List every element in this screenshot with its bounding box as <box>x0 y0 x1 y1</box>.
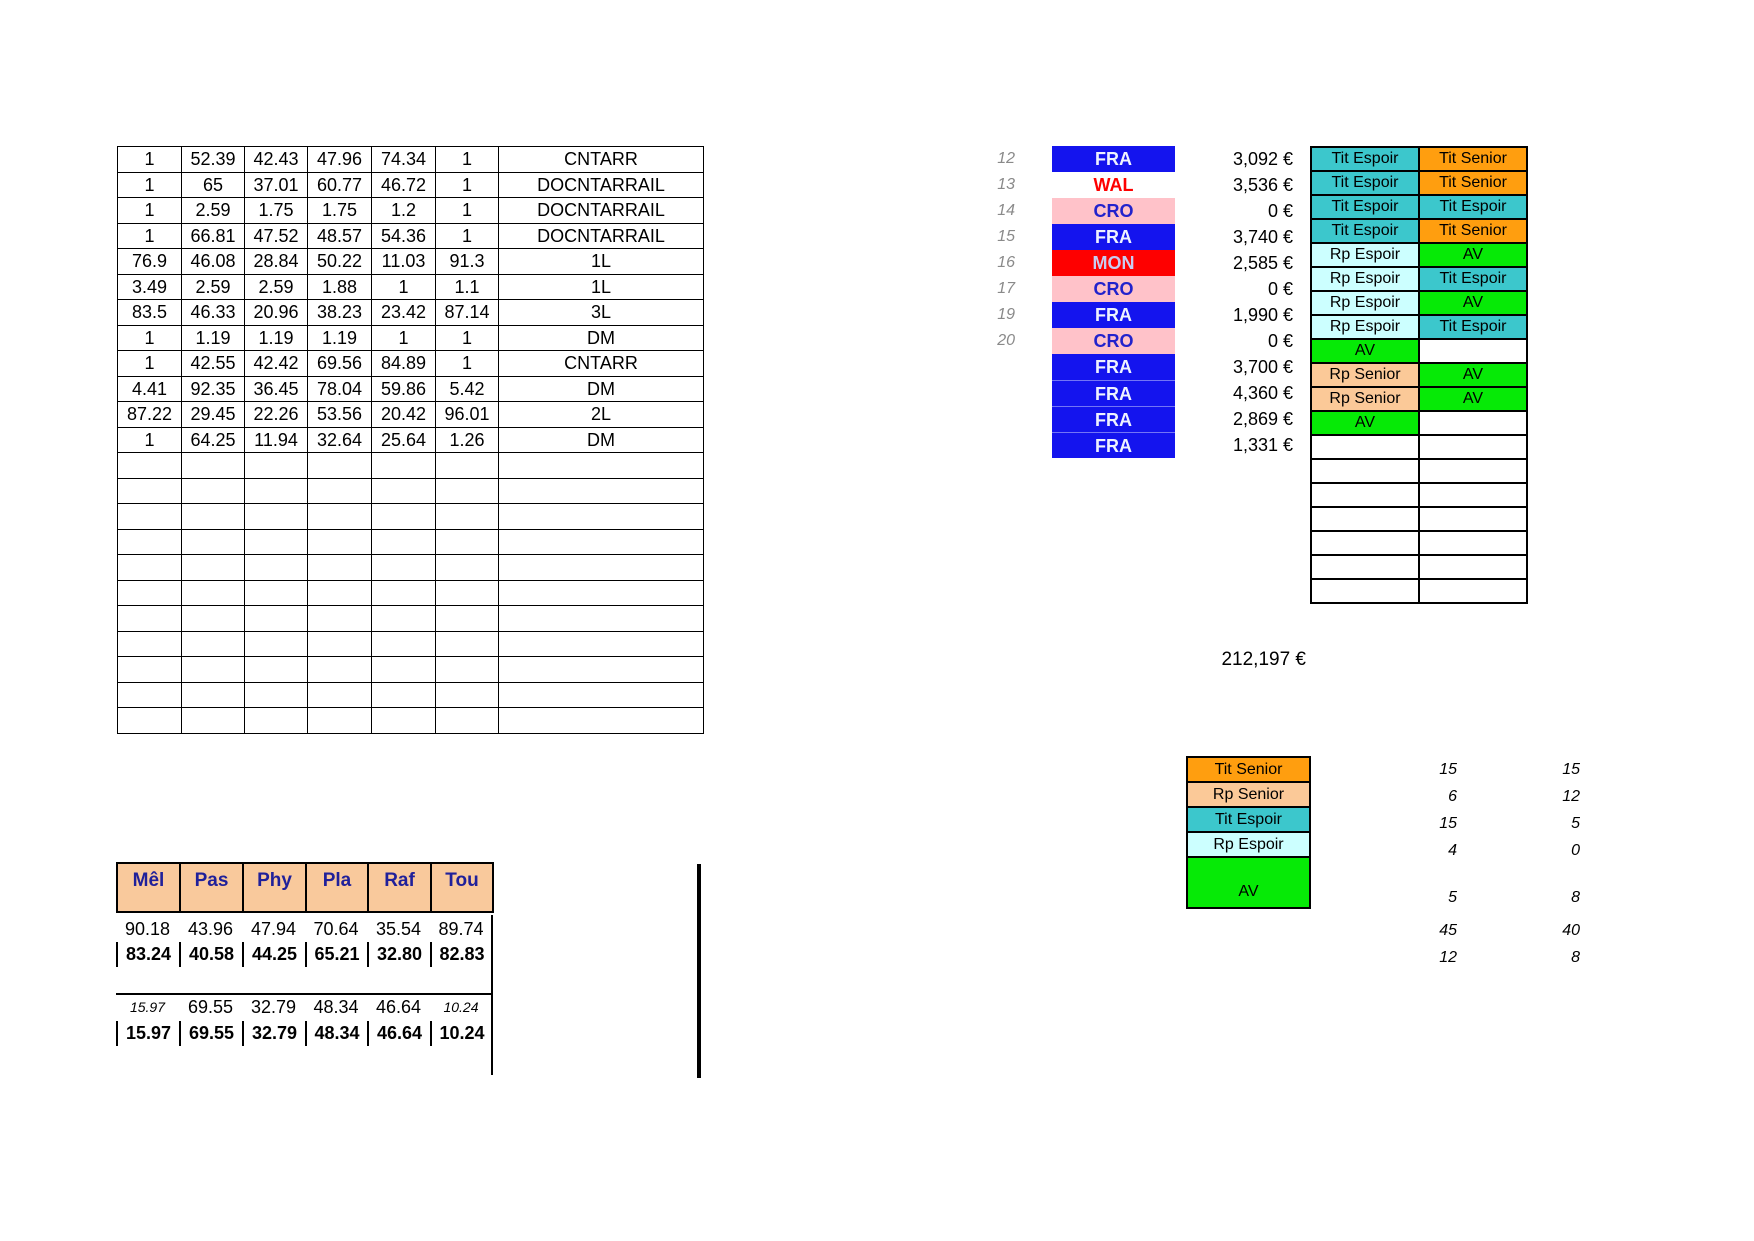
stats-cell-empty[interactable] <box>308 606 372 632</box>
stats-cell-empty[interactable] <box>118 555 182 581</box>
amount-cell[interactable]: 3,092 € <box>1232 149 1293 169</box>
legend-count[interactable]: 6 <box>1448 788 1457 805</box>
stats-cell-empty[interactable] <box>372 580 436 606</box>
skills-value-cell[interactable]: 40.58 <box>179 942 242 967</box>
stats-cell[interactable]: 4.41 <box>118 376 182 402</box>
status-cell[interactable]: Rp Espoir <box>1311 267 1419 291</box>
skills-value-cell[interactable]: 89.74 <box>438 919 484 939</box>
stats-cell[interactable]: 1 <box>372 325 436 351</box>
stats-cell-empty[interactable] <box>436 555 499 581</box>
row-number: 13 <box>997 176 1015 193</box>
stats-cell-empty[interactable] <box>182 657 245 683</box>
status-cell[interactable]: Tit Senior <box>1419 147 1527 171</box>
country-cell[interactable]: FRA <box>1052 354 1175 380</box>
stats-cell[interactable]: 83.5 <box>118 300 182 326</box>
stats-cell[interactable]: 1 <box>436 223 499 249</box>
legend-count-column-2 <box>1460 756 1580 971</box>
status-cell[interactable]: Rp Espoir <box>1311 243 1419 267</box>
skills-bold-row-2 <box>116 1021 492 1046</box>
amount-cell[interactable]: 2,869 € <box>1232 409 1293 429</box>
stats-cell-empty[interactable] <box>245 555 308 581</box>
stats-cell-empty[interactable] <box>499 631 704 657</box>
stats-cell-empty[interactable] <box>308 529 372 555</box>
row-number <box>925 354 1015 380</box>
stats-cell[interactable]: 2.59 <box>245 274 308 300</box>
stats-cell-empty[interactable] <box>308 657 372 683</box>
status-cell[interactable]: Tit Espoir <box>1311 195 1419 219</box>
status-cell[interactable]: Tit Espoir <box>1311 171 1419 195</box>
status-cell[interactable]: Tit Espoir <box>1419 195 1527 219</box>
skills-value-cell[interactable]: 46.64 <box>367 1021 430 1046</box>
stats-cell-empty[interactable] <box>436 682 499 708</box>
skills-value-cell[interactable]: 15.97 <box>129 999 166 1015</box>
stats-cell-empty[interactable] <box>308 478 372 504</box>
stats-cell-empty[interactable] <box>372 453 436 479</box>
status-cell[interactable]: Rp Espoir <box>1311 291 1419 315</box>
stats-cell[interactable]: 20.96 <box>245 300 308 326</box>
legend-count[interactable]: 4 <box>1448 842 1457 859</box>
stats-cell[interactable]: 52.39 <box>182 147 245 173</box>
stats-cell-empty[interactable] <box>118 453 182 479</box>
stats-cell-empty[interactable] <box>372 682 436 708</box>
status-cell-empty[interactable] <box>1419 555 1527 579</box>
status-cell[interactable]: AV <box>1419 363 1527 387</box>
stats-cell[interactable]: 47.52 <box>245 223 308 249</box>
stats-cell-empty[interactable] <box>372 708 436 734</box>
stats-cell[interactable]: 42.42 <box>245 351 308 377</box>
stats-cell[interactable]: 22.26 <box>245 402 308 428</box>
stats-cell[interactable]: 1 <box>118 198 182 224</box>
stats-table <box>117 146 704 734</box>
stats-cell-empty[interactable] <box>499 453 704 479</box>
stats-cell-empty[interactable] <box>499 580 704 606</box>
stats-cell[interactable]: 78.04 <box>308 376 372 402</box>
skills-header-cell[interactable]: Phy <box>243 863 306 912</box>
legend-count[interactable]: 40 <box>1562 922 1580 939</box>
skills-value-cell[interactable]: 43.96 <box>187 919 234 939</box>
stats-cell[interactable]: 23.42 <box>372 300 436 326</box>
stats-cell[interactable]: 84.89 <box>372 351 436 377</box>
stats-cell[interactable]: 2L <box>499 402 704 428</box>
skills-value-cell[interactable]: 10.24 <box>430 1021 492 1046</box>
status-cell-empty[interactable] <box>1311 459 1419 483</box>
skills-value-cell[interactable]: 69.55 <box>179 1021 242 1046</box>
amount-column <box>1143 146 1293 458</box>
legend-count[interactable]: 45 <box>1439 922 1457 939</box>
stats-cell[interactable]: 29.45 <box>182 402 245 428</box>
stats-cell[interactable]: 76.9 <box>118 249 182 275</box>
stats-cell[interactable]: 66.81 <box>182 223 245 249</box>
amount-cell[interactable]: 3,700 € <box>1232 357 1293 377</box>
skills-value-cell[interactable]: 35.54 <box>375 919 422 939</box>
stats-cell-empty[interactable] <box>372 631 436 657</box>
status-cell[interactable]: Tit Espoir <box>1311 147 1419 171</box>
status-cell[interactable]: AV <box>1419 291 1527 315</box>
amount-cell[interactable]: 3,740 € <box>1232 227 1293 247</box>
stats-cell[interactable]: 59.86 <box>372 376 436 402</box>
row-number: 17 <box>997 280 1015 297</box>
stats-cell[interactable]: 46.33 <box>182 300 245 326</box>
amount-cell[interactable]: 2,585 € <box>1232 253 1293 273</box>
row-number: 20 <box>997 332 1015 349</box>
stats-cell-empty[interactable] <box>372 478 436 504</box>
skills-header-cell[interactable]: Tou <box>431 863 493 912</box>
legend-count[interactable]: 5 <box>1571 815 1580 832</box>
status-cell[interactable]: Rp Senior <box>1311 387 1419 411</box>
stats-cell-empty[interactable] <box>245 453 308 479</box>
row-number: 19 <box>997 306 1015 323</box>
stats-cell[interactable]: 1.19 <box>308 325 372 351</box>
skills-header-cell[interactable]: Raf <box>368 863 431 912</box>
skills-value-cell[interactable]: 69.55 <box>187 997 234 1017</box>
stats-cell[interactable]: 37.01 <box>245 172 308 198</box>
stats-cell-empty[interactable] <box>436 453 499 479</box>
status-cell-empty[interactable] <box>1311 555 1419 579</box>
skills-value-cell[interactable]: 48.34 <box>305 1021 367 1046</box>
legend-count[interactable]: 0 <box>1571 842 1580 859</box>
stats-cell[interactable]: 53.56 <box>308 402 372 428</box>
stats-cell-empty[interactable] <box>308 555 372 581</box>
stats-cell[interactable]: 36.45 <box>245 376 308 402</box>
stats-cell[interactable]: 74.34 <box>372 147 436 173</box>
stats-cell-empty[interactable] <box>499 606 704 632</box>
row-number: 12 <box>997 150 1015 167</box>
stats-cell-empty[interactable] <box>182 682 245 708</box>
status-cell-empty[interactable] <box>1419 507 1527 531</box>
stats-cell-empty[interactable] <box>308 453 372 479</box>
stats-cell[interactable]: 1 <box>118 172 182 198</box>
skills-value-cell[interactable]: 10.24 <box>443 999 479 1015</box>
stats-cell[interactable]: 1.19 <box>245 325 308 351</box>
status-cell-empty[interactable] <box>1311 507 1419 531</box>
legend-count[interactable]: 8 <box>1571 889 1580 906</box>
legend-count[interactable]: 5 <box>1448 889 1457 906</box>
status-cell[interactable]: Tit Espoir <box>1419 267 1527 291</box>
country-cell[interactable]: FRA <box>1052 302 1175 328</box>
skills-header-cell[interactable]: Mêl <box>117 863 180 912</box>
legend-label[interactable]: Tit Espoir <box>1187 807 1310 832</box>
skills-value-cell[interactable]: 46.64 <box>375 997 422 1017</box>
stats-cell[interactable]: 1L <box>499 274 704 300</box>
stats-cell-empty[interactable] <box>436 478 499 504</box>
status-cell[interactable]: AV <box>1419 243 1527 267</box>
status-cell[interactable]: Tit Espoir <box>1311 219 1419 243</box>
stats-cell[interactable]: DM <box>499 325 704 351</box>
status-cell[interactable]: Rp Espoir <box>1311 315 1419 339</box>
stats-cell-empty[interactable] <box>245 529 308 555</box>
status-cell-empty[interactable] <box>1419 411 1527 435</box>
row-number <box>925 406 1015 432</box>
country-cell[interactable]: CRO <box>1052 328 1175 354</box>
country-cell[interactable]: FRA <box>1052 406 1175 432</box>
stats-cell[interactable]: 42.55 <box>182 351 245 377</box>
row-number: 14 <box>997 202 1015 219</box>
stats-cell[interactable]: 5.42 <box>436 376 499 402</box>
amount-cell[interactable]: 0 € <box>1267 331 1293 351</box>
stats-cell-empty[interactable] <box>436 529 499 555</box>
legend-count[interactable]: 8 <box>1571 949 1580 966</box>
row-number: 16 <box>997 254 1015 271</box>
stats-cell-empty[interactable] <box>499 529 704 555</box>
stats-cell-empty[interactable] <box>308 708 372 734</box>
stats-cell[interactable]: 60.77 <box>308 172 372 198</box>
stats-cell-empty[interactable] <box>499 708 704 734</box>
stats-cell-empty[interactable] <box>308 504 372 530</box>
stats-cell[interactable]: 1 <box>436 147 499 173</box>
stats-cell-empty[interactable] <box>372 529 436 555</box>
legend-label[interactable]: Tit Senior <box>1187 757 1310 782</box>
stats-cell-empty[interactable] <box>118 529 182 555</box>
country-cell[interactable]: CRO <box>1052 276 1175 302</box>
stats-cell-empty[interactable] <box>372 504 436 530</box>
stats-cell[interactable]: 64.25 <box>182 427 245 453</box>
status-cell-empty[interactable] <box>1419 579 1527 603</box>
skills-values-row <box>116 917 492 942</box>
amount-cell[interactable]: 1,990 € <box>1232 305 1293 325</box>
row-number <box>925 380 1015 406</box>
status-cell-empty[interactable] <box>1311 435 1419 459</box>
stats-cell-empty[interactable] <box>499 504 704 530</box>
skills-value-cell[interactable]: 15.97 <box>116 1021 179 1046</box>
stats-cell-empty[interactable] <box>436 631 499 657</box>
stats-cell[interactable]: 38.23 <box>308 300 372 326</box>
legend-label[interactable]: Rp Senior <box>1187 782 1310 807</box>
skills-value-cell[interactable]: 47.94 <box>250 919 297 939</box>
stats-cell[interactable]: 1.75 <box>308 198 372 224</box>
stats-cell-empty[interactable] <box>245 606 308 632</box>
legend-count[interactable]: 12 <box>1439 949 1457 966</box>
status-cell[interactable]: Tit Espoir <box>1419 315 1527 339</box>
country-cell[interactable]: FRA <box>1052 146 1175 172</box>
stats-cell-empty[interactable] <box>118 682 182 708</box>
skills-value-cell[interactable]: 44.25 <box>242 942 305 967</box>
skills-value-cell[interactable]: 70.64 <box>313 919 359 939</box>
stats-cell[interactable]: 42.43 <box>245 147 308 173</box>
stats-cell[interactable]: 47.96 <box>308 147 372 173</box>
skills-value-cell[interactable]: 83.24 <box>116 942 179 967</box>
country-cell[interactable]: MON <box>1052 250 1175 276</box>
stats-cell[interactable]: 3.49 <box>118 274 182 300</box>
stats-cell-empty[interactable] <box>245 708 308 734</box>
stats-cell[interactable]: 11.03 <box>372 249 436 275</box>
status-cell[interactable]: Tit Senior <box>1419 171 1527 195</box>
stats-cell[interactable]: 1 <box>118 223 182 249</box>
legend-table <box>1186 756 1311 909</box>
status-cell-empty[interactable] <box>1419 531 1527 555</box>
legend-label[interactable]: AV <box>1187 857 1310 908</box>
stats-cell-empty[interactable] <box>182 580 245 606</box>
stats-cell[interactable]: 1L <box>499 249 704 275</box>
divider-bar <box>697 864 701 1078</box>
country-cell[interactable]: CRO <box>1052 198 1175 224</box>
status-cell[interactable]: AV <box>1311 339 1419 363</box>
stats-cell-empty[interactable] <box>182 504 245 530</box>
country-cell[interactable]: WAL <box>1052 172 1175 198</box>
stats-cell[interactable]: 1 <box>372 274 436 300</box>
stats-cell[interactable]: 2.59 <box>182 198 245 224</box>
stats-cell[interactable]: 69.56 <box>308 351 372 377</box>
stats-cell-empty[interactable] <box>118 478 182 504</box>
stats-cell[interactable]: 1 <box>436 198 499 224</box>
legend-count[interactable]: 15 <box>1562 761 1580 778</box>
row-number: 15 <box>997 228 1015 245</box>
stats-cell[interactable]: DOCNTARRAIL <box>499 172 704 198</box>
stats-cell[interactable]: 3L <box>499 300 704 326</box>
stats-cell-empty[interactable] <box>436 657 499 683</box>
stats-cell[interactable]: 96.01 <box>436 402 499 428</box>
stats-cell-empty[interactable] <box>499 478 704 504</box>
stats-cell-empty[interactable] <box>245 478 308 504</box>
stats-cell-empty[interactable] <box>182 529 245 555</box>
amount-cell[interactable]: 0 € <box>1267 201 1293 221</box>
stats-cell-empty[interactable] <box>245 580 308 606</box>
stats-cell-empty[interactable] <box>372 555 436 581</box>
stats-cell[interactable]: DM <box>499 376 704 402</box>
row-number-column <box>925 146 1015 458</box>
legend-label[interactable]: Rp Espoir <box>1187 832 1310 857</box>
status-cell-empty[interactable] <box>1311 579 1419 603</box>
stats-cell[interactable]: 25.64 <box>372 427 436 453</box>
stats-cell-empty[interactable] <box>245 682 308 708</box>
amount-cell[interactable]: 3,536 € <box>1232 175 1293 195</box>
stats-cell-empty[interactable] <box>118 504 182 530</box>
stats-cell[interactable]: 11.94 <box>245 427 308 453</box>
skills-bold-row-1 <box>116 942 492 967</box>
stats-cell[interactable]: 50.22 <box>308 249 372 275</box>
stats-cell-empty[interactable] <box>436 708 499 734</box>
stats-cell[interactable]: 87.22 <box>118 402 182 428</box>
stats-cell[interactable]: 1 <box>118 325 182 351</box>
stats-cell[interactable]: 54.36 <box>372 223 436 249</box>
status-cell-empty[interactable] <box>1419 483 1527 507</box>
status-cell-empty[interactable] <box>1311 483 1419 507</box>
skills-value-cell[interactable]: 82.83 <box>430 942 492 967</box>
amount-cell[interactable]: 4,360 € <box>1232 383 1293 403</box>
stats-cell[interactable]: 48.57 <box>308 223 372 249</box>
stats-cell-empty[interactable] <box>436 580 499 606</box>
stats-cell-empty[interactable] <box>118 606 182 632</box>
stats-cell-empty[interactable] <box>436 606 499 632</box>
stats-cell-empty[interactable] <box>499 657 704 683</box>
stats-cell[interactable]: DM <box>499 427 704 453</box>
skills-value-cell[interactable]: 32.79 <box>242 1021 305 1046</box>
stats-cell-empty[interactable] <box>499 555 704 581</box>
stats-cell[interactable]: 1 <box>436 325 499 351</box>
stats-cell[interactable]: 65 <box>182 172 245 198</box>
skills-header-cell[interactable]: Pla <box>306 863 368 912</box>
stats-cell-empty[interactable] <box>245 657 308 683</box>
status-cell-empty[interactable] <box>1419 435 1527 459</box>
stats-cell[interactable]: 46.08 <box>182 249 245 275</box>
legend-count[interactable]: 15 <box>1439 815 1457 832</box>
stats-cell[interactable]: 1 <box>118 147 182 173</box>
skills-value-cell[interactable]: 32.80 <box>367 942 430 967</box>
skills-value-cell[interactable]: 90.18 <box>124 919 171 939</box>
skills-value-cell[interactable]: 65.21 <box>305 942 367 967</box>
stats-cell[interactable]: 28.84 <box>245 249 308 275</box>
table-right-border <box>491 915 493 1075</box>
stats-cell-empty[interactable] <box>308 580 372 606</box>
status-cell[interactable]: AV <box>1419 387 1527 411</box>
stats-cell[interactable]: 1 <box>436 351 499 377</box>
stats-cell[interactable]: 1.88 <box>308 274 372 300</box>
legend-count[interactable]: 12 <box>1562 788 1580 805</box>
stats-cell-empty[interactable] <box>436 504 499 530</box>
skills-header-row <box>116 862 494 913</box>
stats-cell-empty[interactable] <box>118 580 182 606</box>
stats-cell-empty[interactable] <box>499 682 704 708</box>
total-amount-cell[interactable]: 212,197 € <box>1221 649 1306 670</box>
stats-cell-empty[interactable] <box>182 478 245 504</box>
country-cell[interactable]: FRA <box>1052 224 1175 250</box>
stats-cell[interactable]: 46.72 <box>372 172 436 198</box>
stats-cell[interactable]: 87.14 <box>436 300 499 326</box>
stats-cell[interactable]: 92.35 <box>182 376 245 402</box>
skills-value-cell[interactable]: 32.79 <box>250 997 297 1017</box>
stats-cell[interactable]: 1 <box>118 351 182 377</box>
stats-cell-empty[interactable] <box>118 708 182 734</box>
status-cell-empty[interactable] <box>1419 459 1527 483</box>
status-cell[interactable]: Rp Senior <box>1311 363 1419 387</box>
stats-cell[interactable]: DOCNTARRAIL <box>499 223 704 249</box>
stats-cell-empty[interactable] <box>182 631 245 657</box>
amount-cell[interactable]: 0 € <box>1267 279 1293 299</box>
stats-cell-empty[interactable] <box>182 708 245 734</box>
stats-cell[interactable]: 1 <box>436 172 499 198</box>
stats-cell[interactable]: DOCNTARRAIL <box>499 198 704 224</box>
stats-cell[interactable]: 2.59 <box>182 274 245 300</box>
skills-small-row <box>116 995 492 1020</box>
country-cell[interactable]: FRA <box>1052 380 1175 406</box>
stats-cell-empty[interactable] <box>118 631 182 657</box>
skills-header-cell[interactable]: Pas <box>180 863 243 912</box>
status-table <box>1310 146 1528 604</box>
stats-cell[interactable]: 1.2 <box>372 198 436 224</box>
status-cell-empty[interactable] <box>1419 339 1527 363</box>
stats-cell-empty[interactable] <box>372 657 436 683</box>
stats-cell[interactable]: 1.1 <box>436 274 499 300</box>
stats-cell[interactable]: 32.64 <box>308 427 372 453</box>
stats-cell-empty[interactable] <box>182 453 245 479</box>
legend-count-column-1 <box>1337 756 1457 971</box>
stats-cell-empty[interactable] <box>182 606 245 632</box>
stats-cell-empty[interactable] <box>245 631 308 657</box>
stats-cell[interactable]: 1 <box>118 427 182 453</box>
stats-cell[interactable]: 1.75 <box>245 198 308 224</box>
country-cell[interactable]: FRA <box>1052 432 1175 458</box>
stats-cell-empty[interactable] <box>372 606 436 632</box>
stats-cell-empty[interactable] <box>245 504 308 530</box>
stats-cell[interactable]: CNTARR <box>499 147 704 173</box>
stats-cell[interactable]: 1.26 <box>436 427 499 453</box>
stats-cell[interactable]: 20.42 <box>372 402 436 428</box>
stats-cell-empty[interactable] <box>308 682 372 708</box>
stats-cell-empty[interactable] <box>182 555 245 581</box>
status-cell-empty[interactable] <box>1311 531 1419 555</box>
skills-value-cell[interactable]: 48.34 <box>313 997 359 1017</box>
stats-cell[interactable]: 1.19 <box>182 325 245 351</box>
stats-cell-empty[interactable] <box>308 631 372 657</box>
stats-cell[interactable]: CNTARR <box>499 351 704 377</box>
amount-cell[interactable]: 1,331 € <box>1232 435 1293 455</box>
legend-count[interactable]: 15 <box>1439 761 1457 778</box>
stats-cell-empty[interactable] <box>118 657 182 683</box>
status-cell[interactable]: Tit Senior <box>1419 219 1527 243</box>
status-cell[interactable]: AV <box>1311 411 1419 435</box>
stats-cell[interactable]: 91.3 <box>436 249 499 275</box>
row-number <box>925 432 1015 458</box>
